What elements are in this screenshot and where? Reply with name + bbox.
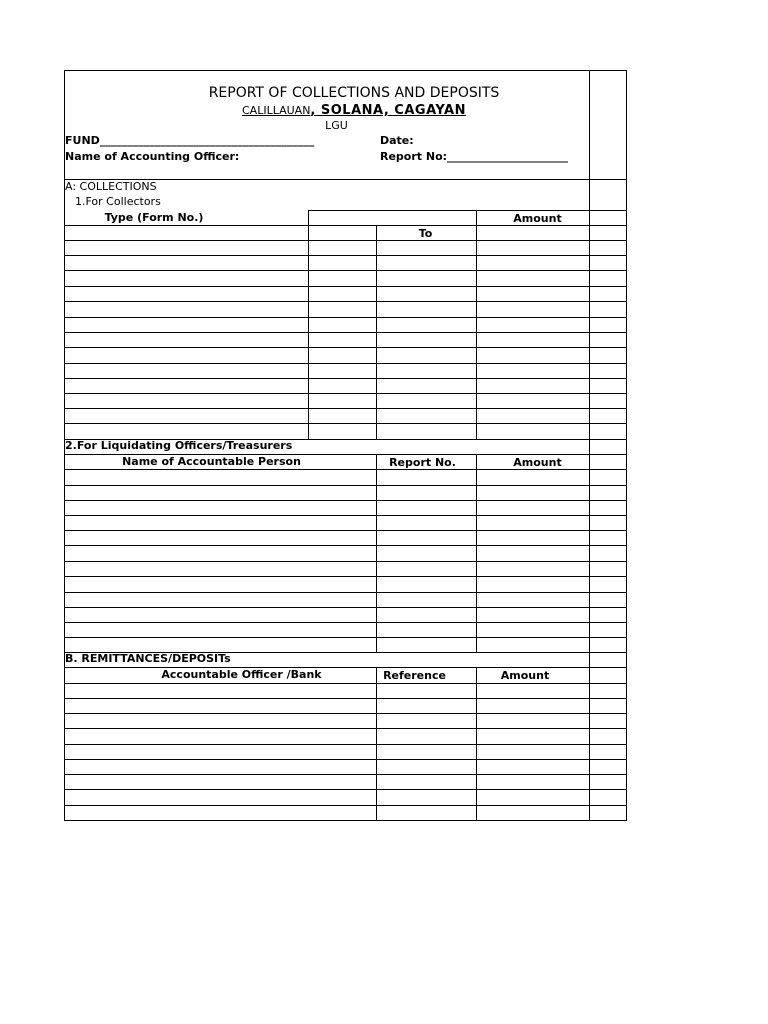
grid-line [626,70,627,821]
accounting-officer-label: Name of Accounting Officer: [65,150,240,163]
grid-line [64,286,590,287]
grid-line [589,393,627,394]
col-reference-header: Reference [383,669,446,682]
grid-line [64,408,590,409]
grid-line [64,622,627,623]
grid-line [64,270,590,271]
grid-line [64,255,590,256]
grid-line [589,240,627,241]
grid-line [64,607,627,608]
grid-line [64,805,627,806]
grid-line [308,210,309,440]
report-title: REPORT OF COLLECTIONS AND DEPOSITS [208,85,500,101]
grid-line [589,270,627,271]
date-label: Date: [380,134,414,147]
grid-line [64,683,627,684]
grid-line [589,439,627,440]
grid-line [476,667,477,821]
place-name-big: , SOLANA, CAGAYAN [310,103,466,118]
grid-line [64,759,627,760]
grid-line [64,820,627,821]
grid-line [476,454,477,653]
grid-line [64,592,627,593]
report-no-label: Report No:______________________ [380,150,569,163]
grid-line [64,744,627,745]
col-name-header: Name of Accountable Person [122,455,301,468]
fund-label: FUND_______________________________________ [65,134,315,147]
grid-line [64,713,627,714]
grid-line [64,515,627,516]
place-line [64,103,644,119]
section-a-title: A: COLLECTIONS [65,180,157,193]
grid-line [64,469,627,470]
col-amount3-header: Amount [500,669,550,682]
grid-line [376,225,377,440]
grid-line [64,423,590,424]
grid-line [589,255,627,256]
grid-line [589,423,627,424]
grid-line [64,485,627,486]
place-name-small: CALILLAUAN [242,104,311,117]
col-amount-header: Amount [513,212,562,225]
grid-line [64,332,590,333]
col-report-no-header: Report No. [389,456,456,469]
grid-line [64,225,309,226]
grid-line [64,240,590,241]
col-to-header: To [418,227,433,240]
grid-line [64,774,627,775]
grid-line [589,363,627,364]
col-amount2-header: Amount [513,456,562,469]
grid-line [589,317,627,318]
liquidating-officers-label: 2.For Liquidating Officers/Treasurers [65,439,293,452]
grid-line [64,545,627,546]
grid-line [64,500,627,501]
grid-line [64,378,590,379]
grid-line [64,70,627,71]
grid-line [376,454,377,653]
col-type-header: Type (Form No.) [104,211,204,224]
grid-line [589,225,627,226]
grid-line [64,301,590,302]
grid-line [64,789,627,790]
grid-line [308,225,590,226]
col-officer-header: Accountable Officer /Bank [161,668,322,681]
section-b-title: B. REMITTANCES/DEPOSITs [65,652,231,665]
grid-line [64,698,627,699]
grid-line [64,530,627,531]
grid-line [589,378,627,379]
grid-line [64,363,590,364]
grid-line [64,637,627,638]
grid-line [589,347,627,348]
grid-line [64,347,590,348]
grid-line [589,301,627,302]
grid-line [589,70,590,821]
grid-line [64,317,590,318]
grid-line [589,408,627,409]
for-collectors-label: 1.For Collectors [75,195,161,208]
grid-line [589,286,627,287]
grid-line [64,393,590,394]
grid-line [589,332,627,333]
grid-line [64,561,627,562]
grid-line [64,728,627,729]
grid-line [476,210,477,440]
grid-line [64,576,627,577]
grid-line [376,667,377,821]
lgu-label: LGU [325,119,348,132]
grid-line [308,210,627,211]
